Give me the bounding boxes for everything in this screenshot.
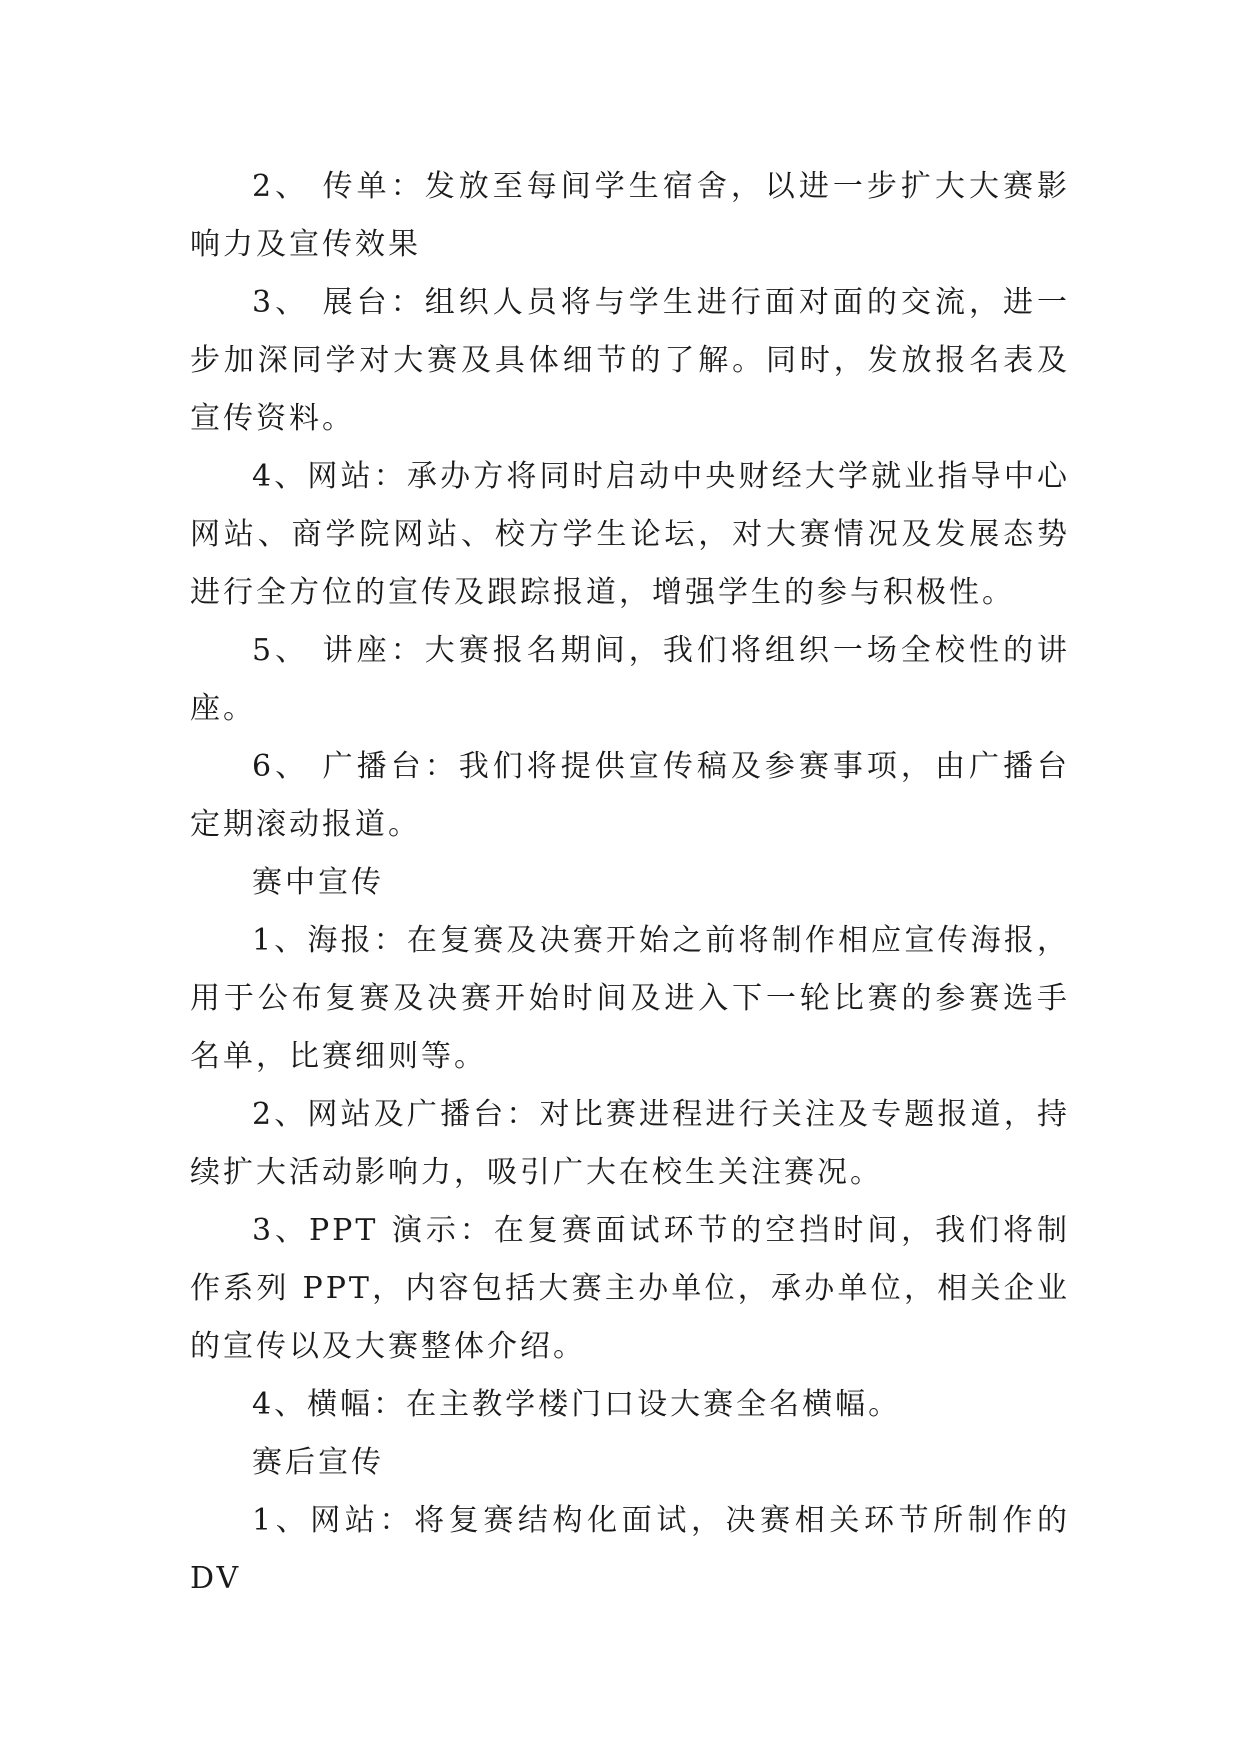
paragraph-broadcast: 6、 广播台：我们将提供宣传稿及参赛事项，由广播台定期滚动报道。 bbox=[190, 749, 1070, 842]
section-heading-mid: 赛中宣传 bbox=[252, 865, 384, 900]
paragraph-ppt: 3、PPT 演示：在复赛面试环节的空挡时间，我们将制作系列 PPT，内容包括大赛主办单位，承办单位，相关企业的宣传以及大赛整体介绍。 bbox=[190, 1213, 1070, 1364]
document-body bbox=[190, 158, 1070, 1608]
paragraph-flyer: 2、 传单：发放至每间学生宿舍，以进一步扩大大赛影响力及宣传效果 bbox=[190, 169, 1070, 262]
paragraph-website-broadcast: 2、网站及广播台：对比赛进程进行关注及专题报道，持续扩大活动影响力，吸引广大在校生关注赛况。 bbox=[190, 1097, 1070, 1190]
paragraph-banner: 4、横幅：在主教学楼门口设大赛全名横幅。 bbox=[252, 1387, 902, 1422]
section-heading-post: 赛后宣传 bbox=[252, 1445, 384, 1480]
paragraph-website: 4、网站：承办方将同时启动中央财经大学就业指导中心网站、商学院网站、校方学生论坛，对大赛情况及发展态势进行全方位的宣传及跟踪报道，增强学生的参与积极性。 bbox=[190, 459, 1070, 610]
paragraph-booth: 3、 展台：组织人员将与学生进行面对面的交流，进一步加深同学对大赛及具体细节的了解。同时，发放报名表及宣传资料。 bbox=[190, 285, 1070, 436]
paragraph-poster: 1、海报：在复赛及决赛开始之前将制作相应宣传海报，用于公布复赛及决赛开始时间及进入下一轮比赛的参赛选手名单，比赛细则等。 bbox=[190, 923, 1070, 1074]
paragraph-lecture: 5、 讲座：大赛报名期间，我们将组织一场全校性的讲座。 bbox=[190, 633, 1070, 726]
paragraph-post-website: 1、网站：将复赛结构化面试，决赛相关环节所制作的 DV bbox=[190, 1503, 1070, 1596]
